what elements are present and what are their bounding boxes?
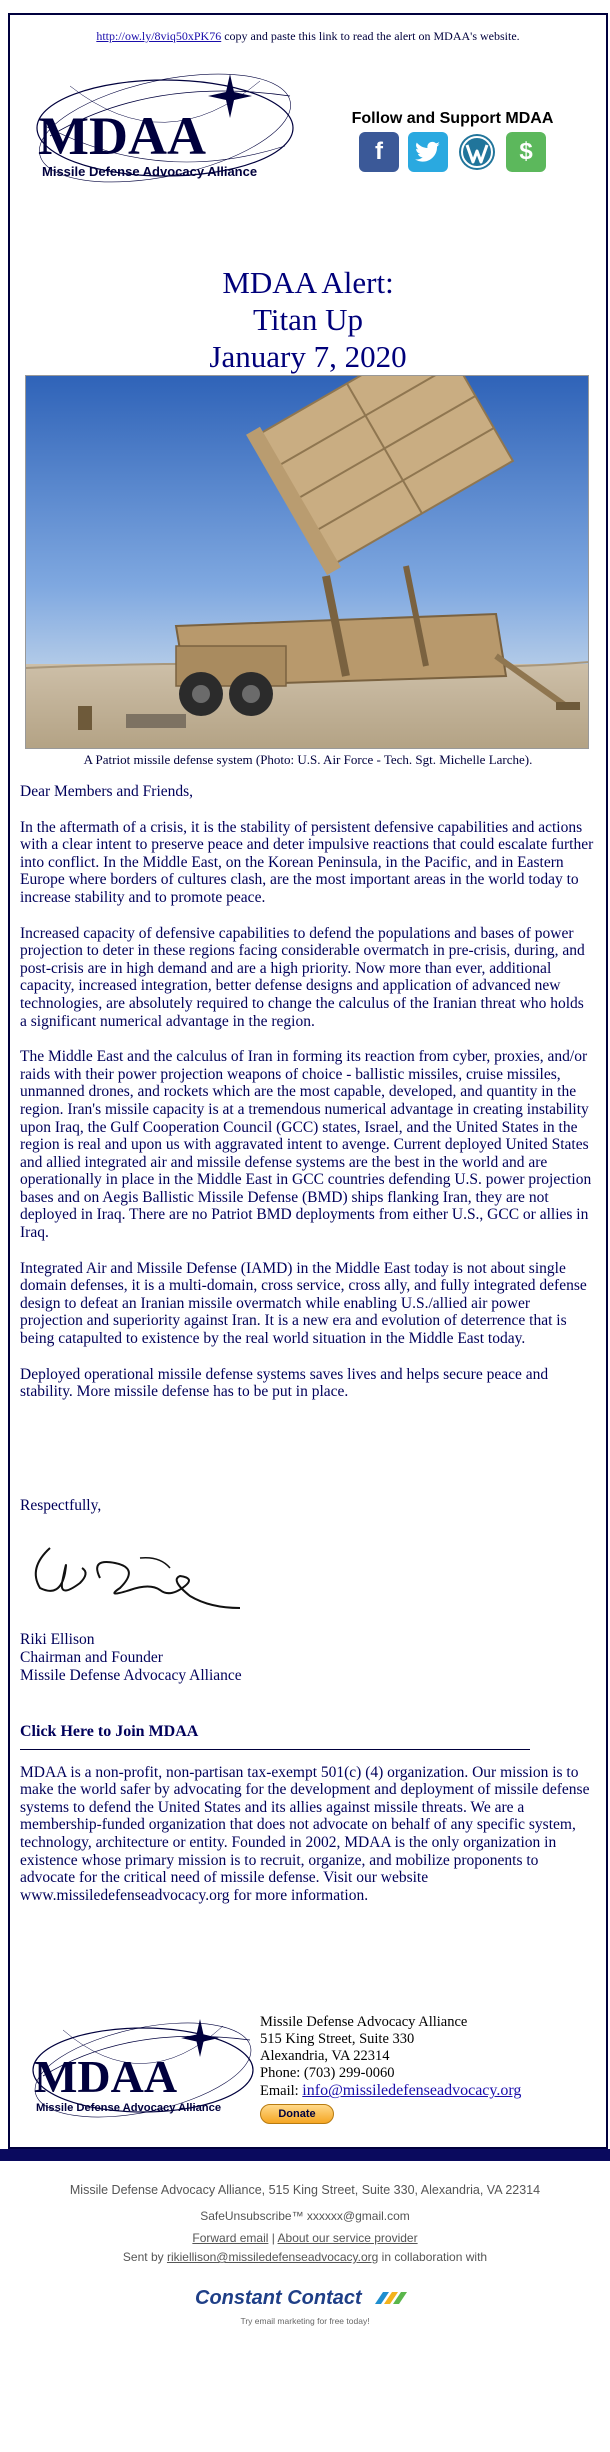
footer-links (0, 2231, 610, 2245)
footer-address: Missile Defense Advocacy Alliance, 515 King Street, Suite 330, Alexandria, VA 22314 (69, 2183, 541, 2197)
signer-org: Missile Defense Advocacy Alliance (20, 1667, 242, 1684)
greeting: Dear Members and Friends, (20, 783, 194, 800)
web-version-link[interactable]: http://ow.ly/8viq50xPK76 (96, 29, 222, 43)
contact-email-label: Email: (260, 2083, 303, 2100)
about-provider-link[interactable]: About our service provider (277, 2231, 418, 2245)
follow-title: Follow and Support MDAA (351, 110, 554, 127)
logo-letters: MDAA (38, 106, 206, 166)
signer-title: Chairman and Founder (20, 1649, 163, 1666)
facebook-icon[interactable]: f (359, 132, 399, 172)
safe-unsubscribe-link[interactable]: SafeUnsubscribe™ xxxxxx@gmail.com (200, 2209, 410, 2223)
sent-suffix: in collaboration with (378, 2250, 488, 2264)
signature-image (20, 1528, 250, 1618)
sent-by (0, 2250, 610, 2264)
closing: Respectfully, (20, 1496, 102, 1514)
links-separator: | (268, 2231, 278, 2245)
contact-email-link[interactable]: info@missiledefenseadvocacy.org (302, 2082, 522, 2100)
topline-text: copy and paste this link to read the alert on MDAA's website. (221, 29, 520, 43)
topline (10, 29, 606, 44)
contact-street: 515 King Street, Suite 330 (260, 2031, 415, 2048)
email-frame (8, 13, 608, 2149)
paragraph-5: Deployed operational missile defense systems saves lives and helps secure peace and stability. More missile defense has to be put in place. (20, 1365, 549, 1401)
signer-name: Riki Ellison (20, 1631, 95, 1648)
cc-brand: Constant Contact (195, 2287, 362, 2309)
signer (20, 1631, 594, 1685)
paragraph-2: Increased capacity of defensive capabilities to defend the populations and bases of power projection to deter in these regions facing considerable overmatch in pre-crisis, during, and post-crisis are in high demand and are a high priority. Now more than ever, additional capacity, increased integration, better defense designs and application of advanced new technologies, are absolutely required to change the calculus of the Iranian threat who holds a significant numerical advantage in the region. (20, 924, 585, 1030)
paragraph-4: Integrated Air and Missile Defense (IAMD) in the Middle East today is not about single domain defenses, it is a multi-domain, cross service, cross ally, and fully integrated defense design to defeat an Iranian missile overmatch while enabling U.S./allied air power projection and superiority against Iran. It is a new era and evolution of deterrence that is being catapulted to existence by the real world situation in the Middle East today. (20, 1259, 587, 1348)
letter-body (10, 783, 606, 1904)
alert-line-3: January 7, 2020 (209, 339, 407, 374)
about-text: MDAA is a non-profit, non-partisan tax-exempt 501(c) (4) organization. Our mission is to make the world safer by advocating for the development and deployment of missile defense systems to defend the United States and its allies against missile threats. We are a membership-funded organization that does not advocate on behalf of any specific system, technology, architecture or entity. Founded in 2002, MDAA is the only organization in existence whose primary mission is to recruit, organize, and mobilize proponents to advocate for the critical need of missile defense. Visit our website www.missiledefenseadvocacy.org for more information. (20, 1763, 590, 1904)
logo-name: Missile Defense Advocacy Alliance (42, 164, 258, 179)
mdaa-logo-footer[interactable] (28, 2014, 258, 2124)
contact-phone: Phone: (703) 299-0060 (260, 2065, 395, 2082)
signature-block (20, 1497, 594, 1685)
join-mdaa-link[interactable]: Click Here to Join MDAA (20, 1723, 199, 1740)
follow-section (350, 110, 555, 172)
footer-logo-name: Missile Defense Advocacy Alliance (36, 2102, 222, 2115)
constant-contact-logo[interactable] (195, 2282, 415, 2312)
sender-email-link[interactable]: rikiellison@missiledefenseadvocacy.org (166, 2250, 379, 2264)
contact-city: Alexandria, VA 22314 (260, 2048, 390, 2065)
forward-email-link[interactable]: Forward email (192, 2231, 269, 2245)
alert-line-1: MDAA Alert: (222, 265, 394, 300)
divider (20, 1749, 530, 1750)
donate-button[interactable]: Donate (260, 2104, 334, 2124)
photo-caption: A Patriot missile defense system (Photo: U.S. Air Force - Tech. Sgt. Michelle Larche). (83, 752, 533, 767)
email-footer (0, 2183, 610, 2326)
cc-tagline: Try email marketing for free today! (240, 2316, 370, 2326)
alert-title (10, 264, 606, 375)
alert-line-2: Titan Up (253, 302, 363, 337)
contact-address (260, 2014, 521, 2124)
footer-logo-letters: MDAA (34, 2051, 178, 2103)
wordpress-icon[interactable] (457, 132, 497, 172)
paragraph-1: In the aftermath of a crisis, it is the stability of persistent defensive capabilities and actions with a clear intent to preserve peace and deter impulsive reactions that could escalate further into conflict. In the Middle East, on the Korean Peninsula, in the Pacific, and in Eastern Europe where borders of cultures clash, are the most important areas in the world today to increase stability and to promote peace. (20, 818, 594, 906)
header (10, 44, 606, 184)
contact-block (10, 2014, 606, 2154)
donate-icon[interactable]: $ (506, 132, 546, 172)
social-icons (350, 132, 555, 172)
contact-org: Missile Defense Advocacy Alliance (260, 2014, 468, 2031)
paragraph-3: The Middle East and the calculus of Iran in forming its reaction from cyber, proxies, and/or raids with their power projection weapons of choice - ballistic missiles, cruise missiles, unmanned drones, and rockets which are the most capable, developed, and quantity in the region. Iran's missile capacity is at a tremendous numerical advantage in creating instability upon Iraq, the Gulf Cooperation Council (GCC) states, Israel, and the United States in the region is real and upon us with aggravated intent to avenge. Current deployed United States and allied integrated air and missile defense systems are the best in the world and are operationally in place in the Middle East in GCC countries defending U.S. power projection bases and on Aegis Ballistic Missile Defense (BMD) ships flanking Iran, they are not deployed in Iraq. There are no Patriot BMD deployments from either U.S., GCC or allies in Iraq. (20, 1048, 592, 1242)
patriot-photo (25, 375, 589, 749)
contact-email-row (260, 2082, 521, 2100)
twitter-icon[interactable] (408, 132, 448, 172)
sent-prefix: Sent by (122, 2250, 167, 2264)
mdaa-logo[interactable] (30, 66, 300, 191)
